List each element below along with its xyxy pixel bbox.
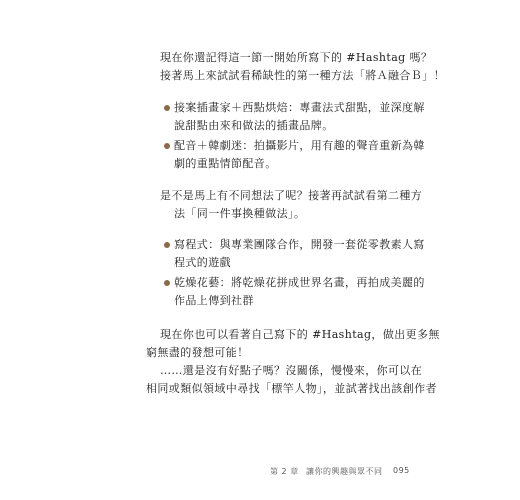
para3-line4: 相同或類似領域中尋找「標竿人物」，並試著找出該創作者 — [146, 382, 437, 395]
bullet4-line1: 乾燥花藝：將乾燥花拼成世界名畫，再拍成美麗的 — [174, 276, 425, 289]
para3-line2: 窮無盡的發想可能！ — [146, 346, 249, 359]
footer-page-number: 095 — [393, 466, 410, 475]
para2-line1: 是不是馬上有不同想法了呢？接著再試試看第二種方 — [160, 189, 423, 202]
para3-line3: ……還是沒有好點子嗎？沒關係，慢慢來，你可以在 — [160, 364, 423, 377]
bullet3-line2: 程式的遊戲 — [174, 256, 231, 269]
bullet-icon — [164, 105, 170, 111]
bullet-icon — [164, 242, 170, 248]
bullet1-line2: 說甜點由來和做法的插畫品牌。 — [174, 119, 334, 132]
bullet1-line1: 接案插畫家＋西點烘焙：專畫法式甜點，並深度解 — [174, 101, 425, 114]
bullet-icon — [164, 143, 170, 149]
para3-line1: 現在你也可以看著自己寫下的 #Hashtag，做出更多無 — [160, 328, 440, 341]
bullet3-line1: 寫程式：與專業團隊合作，開發一套從零教素人寫 — [174, 238, 425, 251]
bullet4-line2: 作品上傳到社群 — [174, 294, 254, 307]
bullet2-line1: 配音＋韓劇迷：拍攝影片，用有趣的聲音重新為韓 — [174, 139, 425, 152]
para1-line2: 接著馬上來試試看稀缺性的第一種方法「將Ａ融合Ｂ」！ — [160, 69, 445, 82]
bullet2-line2: 劇的重點情節配音。 — [174, 157, 277, 170]
para2-line2: 法「同一件事換種做法」。 — [174, 207, 306, 220]
footer-chapter: 第 2 章 — [270, 467, 299, 476]
footer-title: 讓你的興趣與眾不同 — [306, 467, 383, 476]
bullet-icon — [164, 280, 170, 286]
para1-line1: 現在你還記得這一節一開始所寫下的 #Hashtag 嗎？ — [160, 51, 433, 64]
